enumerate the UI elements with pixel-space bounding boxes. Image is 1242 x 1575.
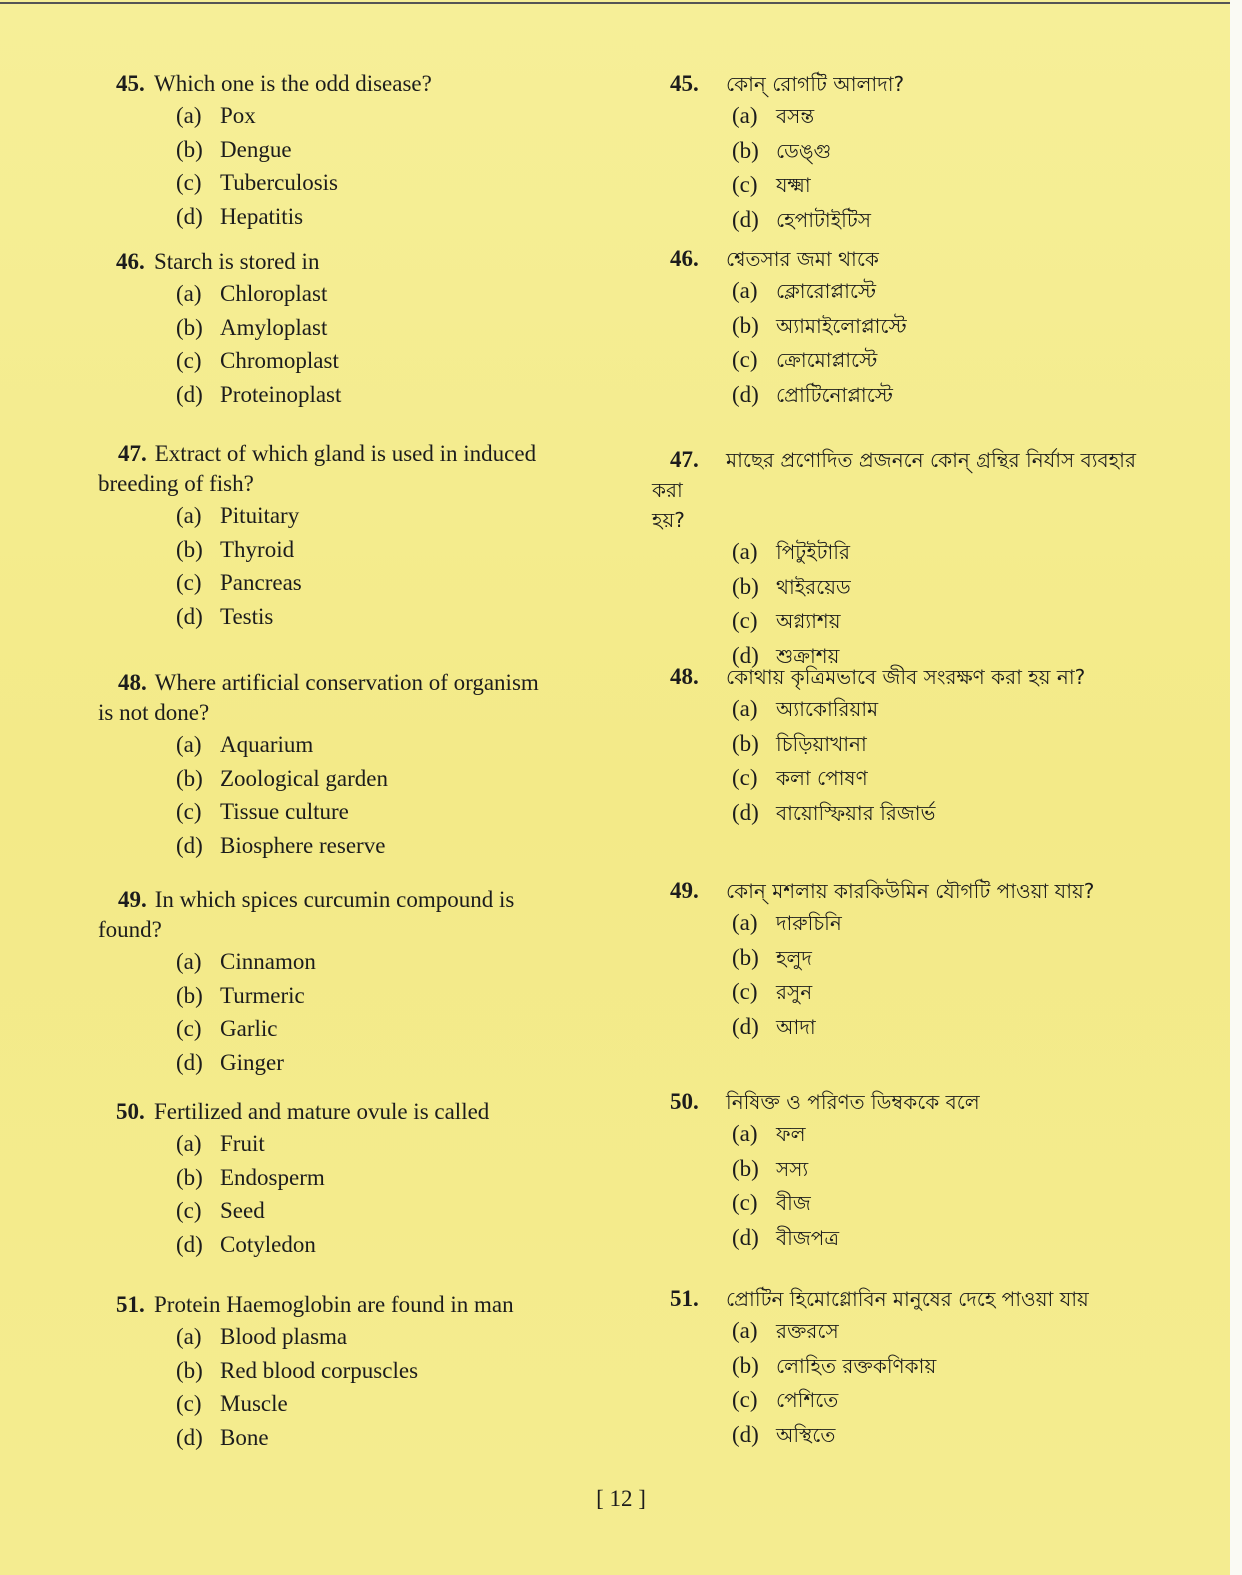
question-number: 46. bbox=[116, 249, 145, 274]
option-d: (d) আদা bbox=[732, 1013, 816, 1039]
option-c: (c) Pancreas bbox=[176, 570, 302, 595]
option-c: (c) অগ্ন্যাশয় bbox=[732, 608, 841, 633]
question-text: কোন্ রোগটি আলাদা? bbox=[726, 72, 905, 96]
option-d: (d) Bone bbox=[176, 1424, 269, 1450]
option-a: (a) Pox bbox=[176, 103, 256, 128]
option-c: (c) Tissue culture bbox=[176, 799, 349, 824]
question-text: Which one is the odd disease? bbox=[154, 71, 432, 96]
option-a: (a) ক্লোরোপ্লাস্টে bbox=[732, 278, 877, 303]
question-46-en bbox=[98, 247, 610, 411]
question-48-en bbox=[98, 668, 610, 862]
question-text: প্রোটিন হিমোগ্লোবিন মানুষের দেহে পাওয়া যায় bbox=[726, 1287, 1089, 1311]
question-number: 45. bbox=[670, 71, 699, 96]
option-a: (a) বসন্ত bbox=[732, 103, 815, 128]
question-text-line2: হয়? bbox=[652, 508, 685, 532]
option-b: (b) Red blood corpuscles bbox=[176, 1357, 419, 1383]
option-c: (c) যক্ষ্মা bbox=[732, 172, 811, 197]
question-text-line2: found? bbox=[98, 917, 162, 942]
option-a: (a) Chloroplast bbox=[176, 281, 328, 306]
option-a: (a) অ্যাকোরিয়াম bbox=[732, 696, 879, 721]
question-46-bn bbox=[652, 244, 1172, 412]
option-a: (a) দারুচিনি bbox=[732, 910, 842, 935]
question-number: 51. bbox=[116, 1292, 145, 1317]
question-text-line2: breeding of fish? bbox=[98, 471, 254, 496]
option-a: (a) ফল bbox=[732, 1121, 806, 1146]
question-number: 48. bbox=[118, 670, 147, 695]
option-c: (c) রসুন bbox=[732, 979, 813, 1004]
question-number: 45. bbox=[116, 71, 145, 96]
option-d: (d) Testis bbox=[176, 603, 274, 629]
option-b: (b) Amyloplast bbox=[176, 314, 328, 340]
option-a: (a) Pituitary bbox=[176, 503, 300, 528]
question-text-line1: Where artificial conservation of organism bbox=[154, 670, 539, 695]
question-text: শ্বেতসার জমা থাকে bbox=[726, 247, 879, 271]
question-45-bn bbox=[652, 69, 1172, 237]
option-b: (b) Turmeric bbox=[176, 982, 305, 1008]
question-text-line2: is not done? bbox=[98, 700, 210, 725]
question-text: Starch is stored in bbox=[154, 249, 320, 274]
option-c: (c) Seed bbox=[176, 1198, 265, 1223]
option-c: (c) Tuberculosis bbox=[176, 170, 338, 195]
option-d: (d) হেপাটাইটিস bbox=[732, 206, 871, 232]
question-47-en bbox=[98, 439, 610, 633]
option-b: (b) হলুদ bbox=[732, 944, 812, 970]
option-c: (c) ক্রোমোপ্লাস্টে bbox=[732, 347, 878, 372]
option-d: (d) Biosphere reserve bbox=[176, 832, 386, 858]
question-50-en bbox=[98, 1097, 610, 1261]
question-text-line1: Extract of which gland is used in induced bbox=[154, 441, 537, 466]
question-45-en bbox=[98, 69, 610, 233]
question-number: 50. bbox=[670, 1089, 699, 1114]
option-a: (a) রক্তরসে bbox=[732, 1318, 839, 1343]
question-50-bn bbox=[652, 1087, 1172, 1255]
option-b: (b) সস্য bbox=[732, 1155, 809, 1181]
page-number: [ 12 ] bbox=[596, 1486, 646, 1511]
option-c: (c) Chromoplast bbox=[176, 348, 339, 373]
option-a: (a) Blood plasma bbox=[176, 1324, 348, 1349]
question-text: Fertilized and mature ovule is called bbox=[154, 1099, 490, 1124]
option-a: (a) পিটুইটারি bbox=[732, 539, 851, 564]
option-c: (c) Muscle bbox=[176, 1391, 288, 1416]
question-number: 47. bbox=[118, 441, 147, 466]
option-b: (b) অ্যামাইলোপ্লাস্টে bbox=[732, 312, 907, 338]
question-text: Protein Haemoglobin are found in man bbox=[154, 1292, 514, 1317]
option-d: (d) Ginger bbox=[176, 1049, 284, 1075]
option-d: (d) Hepatitis bbox=[176, 203, 304, 229]
option-b: (b) লোহিত রক্তকণিকায় bbox=[732, 1352, 937, 1378]
option-b: (b) Zoological garden bbox=[176, 765, 388, 791]
option-b: (b) থাইরয়েড bbox=[732, 573, 851, 599]
option-c: (c) Garlic bbox=[176, 1016, 278, 1041]
option-a: (a) Aquarium bbox=[176, 732, 314, 757]
page-edge bbox=[1230, 0, 1242, 1575]
question-number: 50. bbox=[116, 1099, 145, 1124]
question-number: 47. bbox=[670, 447, 699, 472]
question-48-bn bbox=[652, 662, 1172, 830]
question-number: 49. bbox=[670, 878, 699, 903]
option-b: (b) চিড়িয়াখানা bbox=[732, 730, 867, 756]
option-b: (b) ডেঙ্গু bbox=[732, 137, 832, 163]
option-c: (c) বীজ bbox=[732, 1190, 811, 1215]
option-a: (a) Fruit bbox=[176, 1131, 265, 1156]
option-d: (d) বায়োস্ফিয়ার রিজার্ভ bbox=[732, 799, 936, 825]
option-c: (c) কলা পোষণ bbox=[732, 765, 868, 790]
question-47-bn bbox=[652, 445, 1172, 673]
option-b: (b) Endosperm bbox=[176, 1164, 325, 1190]
question-51-en bbox=[98, 1290, 610, 1454]
question-49-bn bbox=[652, 876, 1172, 1044]
option-a: (a) Cinnamon bbox=[176, 949, 316, 974]
question-text: নিষিক্ত ও পরিণত ডিম্বককে বলে bbox=[726, 1090, 980, 1114]
option-d: (d) অস্থিতে bbox=[732, 1421, 836, 1447]
option-d: (d) বীজপত্র bbox=[732, 1224, 840, 1250]
question-text: কোথায় কৃত্রিমভাবে জীব সংরক্ষণ করা হয় না? bbox=[726, 665, 1086, 689]
question-text-line1: মাছের প্রণোদিত প্রজননে কোন্ গ্রন্থির নির্যাস ব্যবহার করা bbox=[652, 448, 1136, 502]
option-b: (b) Thyroid bbox=[176, 536, 295, 562]
option-d: (d) শুক্রাশয় bbox=[732, 642, 840, 668]
question-49-en bbox=[98, 885, 610, 1079]
top-rule bbox=[0, 2, 1230, 4]
option-d: (d) Proteinoplast bbox=[176, 381, 342, 407]
option-b: (b) Dengue bbox=[176, 136, 292, 162]
question-number: 48. bbox=[670, 664, 699, 689]
question-text: কোন্ মশলায় কারকিউমিন যৌগটি পাওয়া যায়? bbox=[726, 879, 1095, 903]
question-number: 49. bbox=[118, 887, 147, 912]
option-d: (d) প্রোটিনোপ্লাস্টে bbox=[732, 381, 893, 407]
question-51-bn bbox=[652, 1284, 1172, 1452]
option-d: (d) Cotyledon bbox=[176, 1231, 316, 1257]
question-number: 46. bbox=[670, 246, 699, 271]
question-number: 51. bbox=[670, 1286, 699, 1311]
option-c: (c) পেশিতে bbox=[732, 1387, 839, 1412]
question-text-line1: In which spices curcumin compound is bbox=[154, 887, 515, 912]
